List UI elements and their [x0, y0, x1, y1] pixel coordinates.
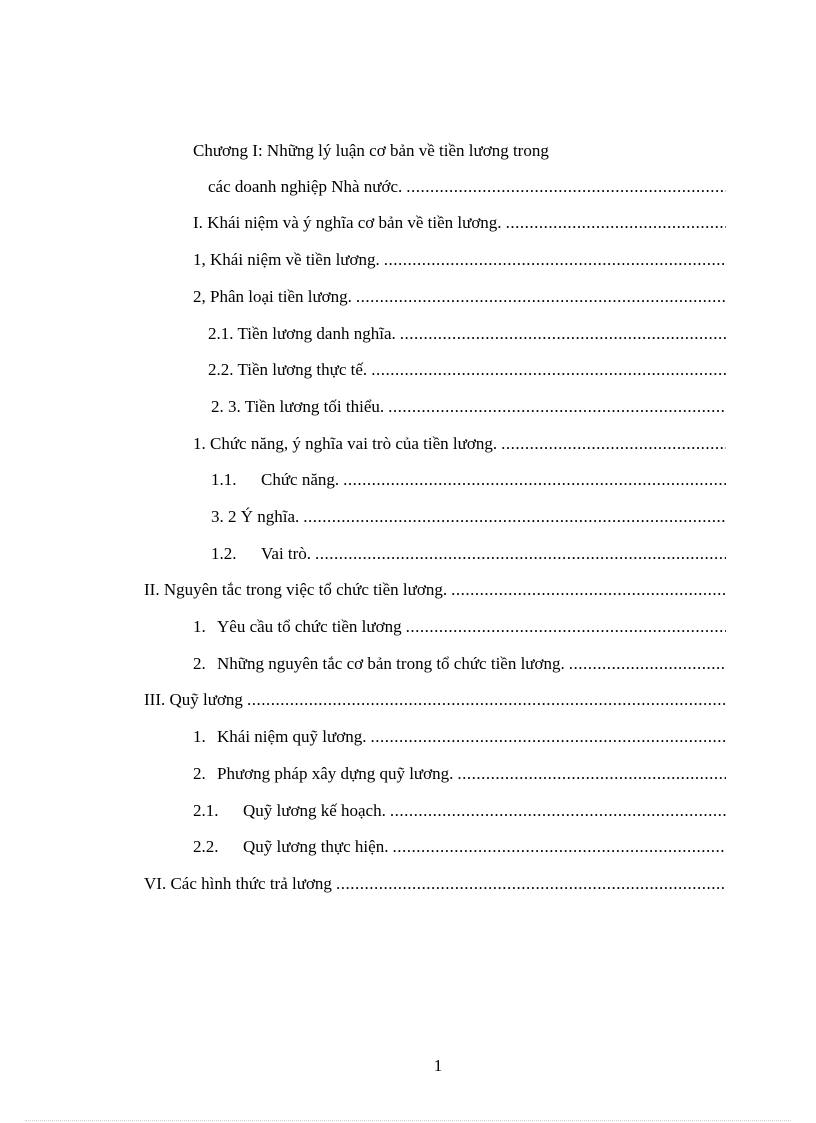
toc-item-VI: VI. Các hình thức trả lương ..... — [144, 873, 726, 895]
toc-item-I: I. Khái niệm và ý nghĩa cơ bản về tiền lương. ..... — [193, 212, 726, 234]
leader-dots — [247, 689, 726, 711]
toc-item-1-2: 1.2. Vai trò. ..... — [211, 543, 726, 565]
toc-item-2-3: 2. 3. Tiền lương tối thiểu. ..... — [211, 396, 726, 418]
leader-dots — [451, 579, 726, 601]
leader-dots — [400, 323, 726, 345]
leader-dots — [506, 212, 726, 234]
leader-dots — [370, 726, 726, 748]
toc-item-III-2: 2. Phương pháp xây dựng quỹ lương. ..... — [193, 763, 726, 785]
leader-dots — [343, 469, 726, 491]
leader-dots — [315, 543, 726, 565]
toc-item-II-2: 2. Những nguyên tắc cơ bản trong tổ chức tiền lương. ..... — [193, 653, 726, 675]
toc-item-2-1: 2.1. Tiền lương danh nghĩa. ..... — [208, 323, 726, 345]
toc-item-2: 2, Phân loại tiền lương. ..... — [193, 286, 726, 308]
page-divider — [25, 1120, 791, 1121]
leader-dots — [392, 836, 726, 858]
toc-item-1b: 1. Chức năng, ý nghĩa vai trò của tiền lương. ..... — [193, 433, 726, 455]
leader-dots — [388, 396, 726, 418]
leader-dots — [569, 653, 726, 675]
toc-item-III-1: 1. Khái niệm quỹ lương. ..... — [193, 726, 726, 748]
toc-item-1-1: 1.1. Chức năng. ..... — [211, 469, 726, 491]
toc-item-1a: 1, Khái niệm về tiền lương. ..... — [193, 249, 726, 271]
leader-dots — [371, 359, 726, 381]
leader-dots — [501, 433, 726, 455]
toc-item-3-2: 3. 2 Ý nghĩa. ..... — [211, 506, 726, 528]
leader-dots — [384, 249, 726, 271]
leader-dots — [457, 763, 726, 785]
leader-dots — [303, 506, 726, 528]
toc-item-II-1: 1. Yêu cầu tổ chức tiền lương ..... — [193, 616, 726, 638]
toc-item-III-2-2: 2.2. Quỹ lương thực hiện. ..... — [193, 836, 726, 858]
toc-chapter-title-cont: các doanh nghiệp Nhà nước. ..... — [208, 176, 726, 198]
toc-item-II: II. Nguyên tắc trong việc tổ chức tiền lương. ..... — [144, 579, 726, 601]
leader-dots — [406, 616, 726, 638]
page-number: 1 — [433, 1056, 443, 1075]
leader-dots — [336, 873, 726, 895]
leader-dots — [390, 800, 726, 822]
leader-dots — [356, 286, 726, 308]
toc-chapter-title: Chương I: Những lý luận cơ bản về tiền lương trong — [193, 141, 549, 160]
leader-dots — [406, 176, 726, 198]
toc-item-III-2-1: 2.1. Quỹ lương kế hoạch. ..... — [193, 800, 726, 822]
toc-item-2-2: 2.2. Tiền lương thực tế. ..... — [208, 359, 726, 381]
toc-item-III: III. Quỹ lương ..... — [144, 689, 726, 711]
